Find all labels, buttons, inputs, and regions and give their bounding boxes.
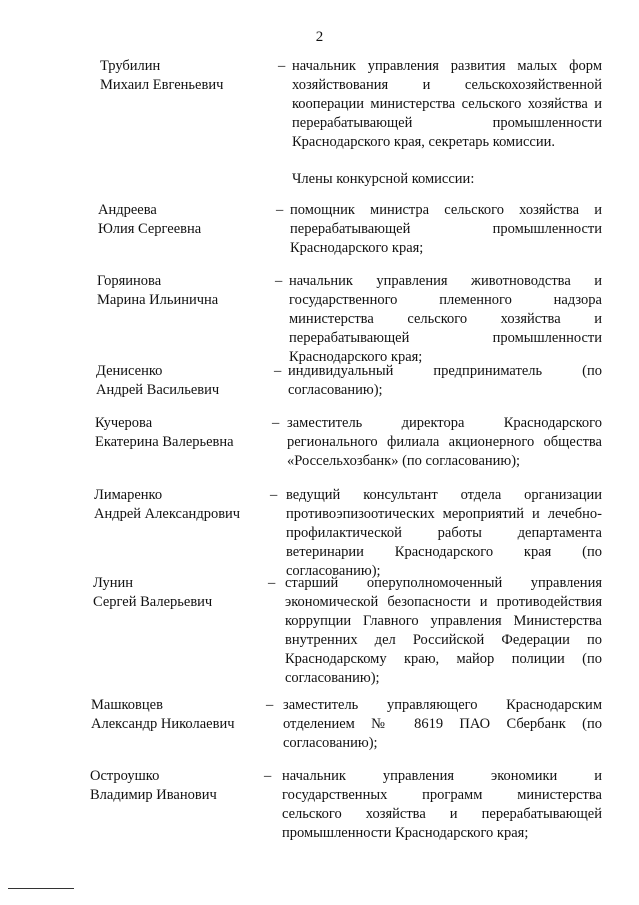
page-number: 2 (315, 29, 324, 45)
person-name: Кучерова Екатерина Валерьевна (95, 415, 234, 450)
person-role: заместитель управляющего Краснодарским отделением № 8619 ПАО Сбербанк (по согласованию); (283, 697, 602, 751)
members-heading: Члены конкурсной комиссии: (292, 171, 475, 187)
person-role: заместитель директора Краснодарского регионального филиала акционерного общества «Россельхозбанк» (по согласованию); (287, 415, 602, 469)
person-name: Лунин Сергей Валерьевич (93, 575, 213, 610)
person-role: начальник управления животноводства и государственного племенного надзора министерства сельского хозяйства и перерабатывающей промышленности Краснодарского края; (289, 273, 602, 365)
person-role: помощник министра сельского хозяйства и перерабатывающей промышленности Краснодарского края; (290, 202, 602, 256)
dash-separator: – (266, 697, 274, 713)
person-role: индивидуальный предприниматель (по согласованию); (288, 363, 602, 398)
dash-separator: – (274, 363, 282, 379)
dash-separator: – (276, 202, 284, 218)
person-name: Горяинова Марина Ильинична (97, 273, 219, 308)
person-role: начальник управления экономики и государственных программ министерства сельского хозяйства и перерабатывающей промышленности Краснодарского края; (282, 768, 602, 841)
dash-separator: – (270, 487, 278, 503)
person-role: ведущий консультант отдела организации противоэпизоотических мероприятий и лечебно-профилактической работы департамента ветеринарии Краснодарского края (по согласованию); (286, 487, 602, 579)
dash-separator: – (272, 415, 280, 431)
person-role: начальник управления развития малых форм хозяйствования и сельскохозяйственной кооперации министерства сельского хозяйства и перерабатывающей промышленности Краснодарского края, секретарь комиссии. (292, 58, 602, 150)
person-role: старший оперуполномоченный управления экономической безопасности и противодействия коррупции Главного управления Министерства внутренних дел Российской Федерации по Краснодарскому краю, майор полиции (по согласованию); (285, 575, 602, 686)
person-name: Денисенко Андрей Васильевич (96, 363, 220, 398)
person-name: Остроушко Владимир Иванович (90, 768, 217, 803)
person-name: Андреева Юлия Сергеевна (98, 202, 202, 237)
dash-separator: – (268, 575, 276, 591)
dash-separator: – (275, 273, 283, 289)
dash-separator: – (278, 58, 286, 74)
dash-separator: – (264, 768, 272, 784)
person-name: Машковцев Александр Николаевич (91, 697, 235, 732)
person-name: Трубилин Михаил Евгеньевич (100, 58, 224, 93)
footer-rule (8, 888, 74, 889)
person-name: Лимаренко Андрей Александрович (94, 487, 241, 522)
